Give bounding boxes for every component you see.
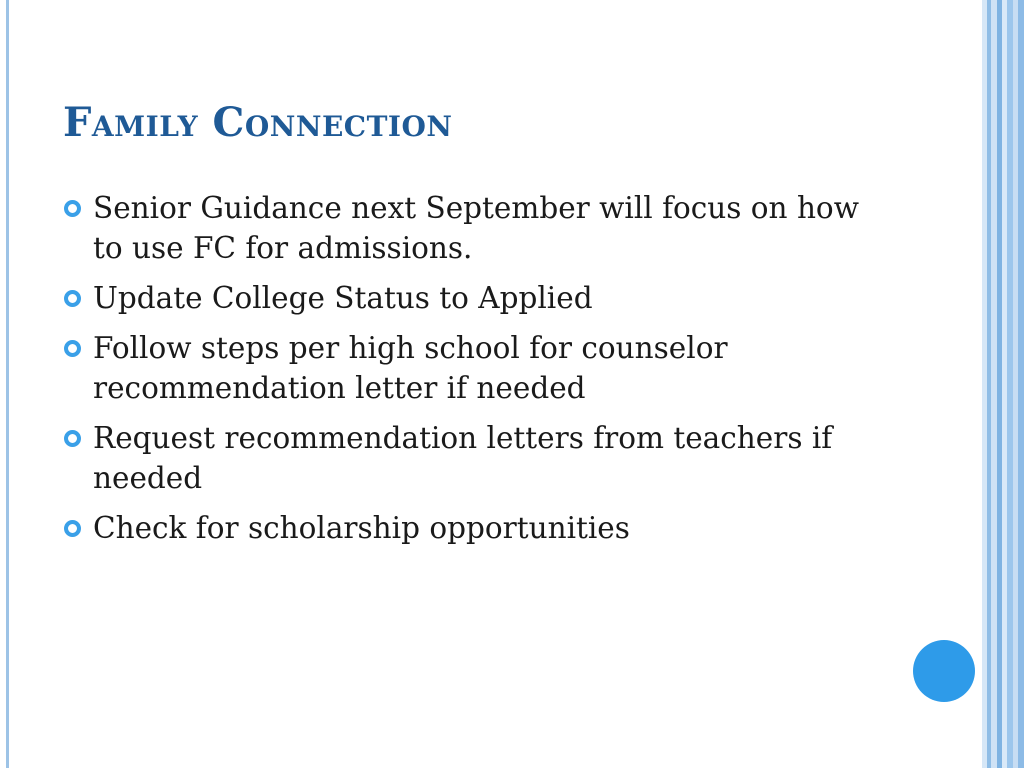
left-border — [6, 0, 9, 768]
bullet-text: Update College Status to Applied — [93, 281, 593, 315]
right-stripe-border — [982, 0, 1024, 768]
bullet-item — [63, 508, 883, 548]
bullet-list — [63, 188, 883, 558]
ring-bullet-icon — [64, 290, 81, 307]
bullet-text: Senior Guidance next September will focus on how to use FC for admissions. — [93, 191, 859, 265]
bullet-item — [63, 278, 883, 318]
bullet-text: Request recommendation letters from teachers if needed — [93, 421, 833, 495]
ring-bullet-icon — [64, 430, 81, 447]
bullet-item — [63, 328, 883, 408]
slide-title: Family Connection — [63, 99, 453, 146]
bullet-item — [63, 418, 883, 498]
circle-icon — [913, 640, 975, 702]
bullet-text: Check for scholarship opportunities — [93, 511, 630, 545]
ring-bullet-icon — [64, 340, 81, 357]
bullet-item — [63, 188, 883, 268]
ring-bullet-icon — [64, 200, 81, 217]
bullet-text: Follow steps per high school for counselor recommendation letter if needed — [93, 331, 728, 405]
ring-bullet-icon — [64, 520, 81, 537]
